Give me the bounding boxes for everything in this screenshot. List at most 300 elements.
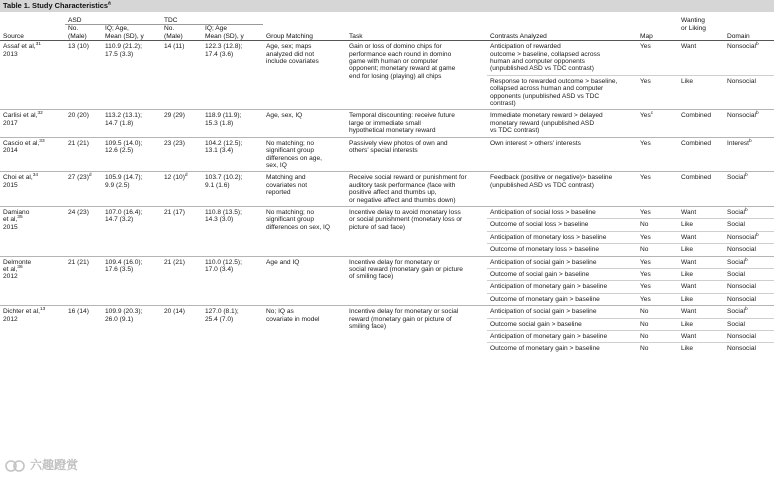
source-cell (0, 137, 65, 172)
source-text: Carlisi et al, (3, 112, 38, 120)
contrast-cell-line: Anticipation of social gain > baseline (490, 258, 597, 266)
map-cell (637, 331, 678, 343)
map-cell-text: No (640, 246, 649, 254)
source-text: et al, (3, 216, 18, 224)
group-matching-cell-line: reported (266, 189, 291, 197)
wanting-liking-cell-text: Like (681, 221, 694, 229)
reference-mark: 33 (39, 138, 45, 144)
asd-n-cell (65, 256, 102, 306)
asd-n-cell (65, 41, 102, 110)
wanting-liking-cell (678, 331, 724, 343)
contrast-cell-line: outcome > baseline, collapsed across (490, 50, 601, 58)
source-text: 2012 (3, 315, 18, 323)
domain-cell (724, 231, 774, 243)
asd-iq-age-cell-line: 14.7 (1.8) (105, 119, 134, 127)
domain-cell-text: Nonsocial (727, 345, 756, 353)
domain-cell-text: Social (727, 320, 745, 328)
task-cell (346, 137, 487, 172)
map-cell (637, 318, 678, 330)
wanting-liking-cell (678, 343, 724, 355)
contrast-cell-line: human and computer opponents (490, 58, 585, 66)
source-line (3, 266, 62, 273)
contrast-cell (487, 75, 637, 110)
source-cell (0, 256, 65, 306)
contrast-cell-line: Feedback (positive or negative)> baseline (490, 174, 613, 182)
wanting-liking-cell (678, 137, 724, 172)
domain-cell-text: Nonsocial (727, 246, 756, 254)
group-matching-cell (263, 110, 346, 137)
tdc-iq-age-cell-line: 127.0 (8.1); (205, 308, 239, 316)
group-matching-header: Group Matching (263, 33, 346, 41)
tdc-n-cell (161, 110, 202, 137)
source-cell (0, 110, 65, 137)
group-matching-cell-line: sex, IQ (266, 161, 287, 169)
task-cell (346, 206, 487, 256)
source-line (3, 51, 62, 58)
footnote-mark: b (755, 232, 759, 238)
source-line (3, 182, 62, 189)
source-text: 2015 (3, 223, 18, 231)
asd-iq-age-cell-line: 14.7 (3.2) (105, 216, 134, 224)
task-cell-line: Passively view photos of own and (349, 139, 448, 147)
map-cell-text: Yes (640, 43, 651, 51)
map-cell-text: Yes (640, 112, 651, 120)
asd-n-cell-text: 20 (20) (68, 112, 89, 120)
map-cell (637, 219, 678, 231)
domain-cell (724, 268, 774, 280)
contrast-cell-line: Response to rewarded outcome > baseline, (490, 77, 618, 85)
wanting-liking-cell (678, 75, 724, 110)
map-cell (637, 244, 678, 256)
map-cell-text: No (640, 345, 649, 353)
tdc-iq-age-cell (202, 41, 263, 110)
map-cell-text: No (640, 333, 649, 340)
domain-cell-text: Nonsocial (727, 77, 756, 85)
wanting-header-line1: Wanting (681, 17, 705, 24)
domain-cell-text: Social (727, 174, 745, 182)
source-text: 2017 (3, 119, 18, 127)
wanting-liking-cell-text: Want (681, 283, 697, 291)
contrast-cell-line: Outcome social gain > baseline (490, 320, 582, 328)
wanting-liking-cell-text: Like (681, 345, 694, 353)
reference-mark: 31 (35, 42, 41, 48)
tdc-iq-age-cell-line: 17.4 (3.6) (205, 50, 234, 58)
tdc-n-cell (161, 172, 202, 207)
footnote-mark: b (744, 257, 748, 263)
contrast-cell (487, 318, 637, 330)
contrast-cell (487, 219, 637, 231)
wanting-liking-cell-text: Want (681, 308, 697, 316)
asd-n-cell-text: 21 (21) (68, 139, 89, 147)
map-cell-text: Yes (640, 295, 651, 303)
map-cell (637, 110, 678, 137)
tdc-iq-age-cell-line: 122.3 (12.8); (205, 43, 243, 51)
wanting-liking-cell (678, 110, 724, 137)
group-matching-cell-line: No matching; no (266, 208, 315, 216)
task-cell-line: smiling face) (349, 323, 387, 330)
asd-iq-age-cell-line: 113.2 (13.1); (105, 112, 142, 120)
task-cell-line: auditory task performance (face with (349, 181, 456, 189)
source-text: Choi et al, (3, 174, 33, 182)
tdc-header: TDC (161, 17, 263, 25)
tdc-n-cell-text: 14 (11) (164, 43, 185, 51)
contrast-cell (487, 281, 637, 293)
tdc-iq-age-cell-line: 15.3 (1.8) (205, 119, 234, 127)
tdc-iq-age-cell (202, 172, 263, 207)
asd-iq-age-cell-line: 105.9 (14.7); (105, 174, 143, 182)
map-cell (637, 137, 678, 172)
tdc-n-cell-text: 12 (10) (164, 174, 185, 182)
asd-iq-age-cell (102, 137, 161, 172)
contrast-cell-line: Outcome of social gain > baseline (490, 270, 590, 278)
domain-cell-text: Nonsocial (727, 283, 756, 291)
asd-iq-age-cell-line: 9.9 (2.5) (105, 181, 130, 189)
source-text: 2012 (3, 273, 18, 281)
task-cell (346, 110, 487, 137)
reference-mark: 13 (40, 307, 46, 312)
contrast-cell (487, 268, 637, 280)
contrast-cell-line: Anticipation of social gain > baseline (490, 308, 597, 316)
asd-iq-age-cell (102, 110, 161, 137)
asd-iq-age-cell-line: 26.0 (9.1) (105, 315, 134, 323)
contrast-cell (487, 110, 637, 137)
group-matching-cell-line: No matching; no (266, 139, 315, 147)
task-cell-line: or negative affect and thumbs down) (349, 196, 456, 204)
wanting-liking-cell-text: Like (681, 77, 694, 85)
contrast-cell-line: Immediate monetary reward > delayed (490, 112, 603, 120)
map-cell (637, 268, 678, 280)
task-cell-line: Incentive delay to avoid monetary loss (349, 208, 461, 216)
domain-cell (724, 343, 774, 355)
domain-cell-text: Social (727, 270, 745, 278)
domain-cell-text: Social (727, 221, 745, 229)
task-cell-line: game with human or computer (349, 58, 439, 66)
task-cell-line: social reward (monetary gain or picture (349, 265, 463, 273)
asd-iq-age-cell-line: 109.4 (16.0); (105, 258, 143, 266)
domain-cell (724, 137, 774, 172)
map-cell-text: Yes (640, 233, 651, 241)
header-row-2: Source (Male) Mean (SD), y (Male) Mean (SD), y Group Matching Task Contrasts Analyzed Map Domain (0, 33, 774, 41)
footnote-mark: b (749, 138, 752, 144)
task-cell-line: positive affect and thumbs up, (349, 189, 437, 197)
tdc-n-cell-text: 21 (17) (164, 208, 185, 216)
source-line (3, 174, 62, 181)
group-matching-cell-line: Age and IQ (266, 258, 300, 266)
contrast-cell-line: Anticipation of monetary gain > baseline (490, 283, 608, 291)
contrast-cell-line: Outcome of monetary gain > baseline (490, 295, 600, 303)
table-title: Table 1. Study Characteristics$^a$ (0, 0, 774, 12)
task-cell-line: picture of sad face) (349, 223, 406, 231)
task-cell-line: reward (monetary gain or picture of (349, 315, 452, 323)
source-line (3, 216, 62, 223)
task-cell (346, 256, 487, 306)
source-text: 2015 (3, 181, 18, 189)
source-text: Cascio et al, (3, 139, 40, 147)
task-cell-line: Receive social reward or punishment for (349, 174, 467, 182)
group-matching-cell (263, 256, 346, 306)
tdc-n-cell-text: 23 (23) (164, 139, 185, 147)
wanting-liking-cell (678, 256, 724, 268)
source-line (3, 316, 62, 323)
wanting-liking-cell (678, 219, 724, 231)
table-body (0, 41, 774, 355)
task-cell-line: others' special interests (349, 147, 418, 155)
footnote-mark: b (755, 111, 759, 117)
map-cell (637, 206, 678, 218)
source-text: Dichter et al, (3, 308, 41, 316)
contrast-cell (487, 306, 637, 318)
group-matching-cell-line: analyzed did not (266, 50, 315, 58)
group-matching-cell-line: Matching and (266, 174, 306, 182)
table-row (0, 256, 774, 268)
contrast-cell-line: Outcome of monetary loss > baseline (490, 246, 600, 254)
domain-cell (724, 281, 774, 293)
tdc-iq-age-cell-line: 103.7 (10.2); (205, 174, 243, 182)
tdc-iq-age-cell (202, 256, 263, 306)
asd-header: ASD (65, 17, 161, 25)
domain-cell (724, 75, 774, 110)
task-cell-line: opponent; monetary reward at game (349, 65, 456, 73)
domain-cell (724, 219, 774, 231)
task-header: Task (346, 33, 487, 41)
tdc-iq-age-cell-line: 110.0 (12.5); (205, 258, 242, 266)
contrast-cell-line: (unpublished ASD vs TDC contrast) (490, 65, 594, 73)
contrasts-header: Contrasts Analyzed (487, 33, 637, 41)
reference-mark: 34 (32, 173, 39, 179)
domain-cell (724, 172, 774, 207)
contrast-cell (487, 343, 637, 355)
task-cell-line: of smiling face) (349, 273, 394, 281)
tdc-iq-age-cell-line: 9.1 (1.6) (205, 181, 230, 189)
contrast-cell (487, 231, 637, 243)
wanting-liking-cell (678, 306, 724, 318)
source-header: Source (0, 33, 65, 41)
tdc-iq-age-cell-line: 17.0 (3.4) (205, 265, 234, 273)
contrast-cell-line: Outcome of social loss > baseline (490, 221, 589, 229)
tdc-iq-age-cell-line: 104.2 (12.5); (205, 139, 243, 147)
asd-n-cell (65, 306, 102, 355)
contrast-cell-line: contrast) (490, 100, 516, 108)
wanting-liking-cell-text: Want (681, 333, 697, 340)
tdc-n-cell-text: 20 (14) (164, 308, 185, 316)
asd-iq-age-cell-line: 109.9 (20.3); (105, 308, 143, 316)
watermark (4, 455, 124, 475)
group-matching-cell-line: covariate in model (266, 315, 320, 323)
domain-cell (724, 41, 774, 76)
map-header: Map (637, 33, 678, 41)
map-cell (637, 172, 678, 207)
source-text: 2014 (3, 147, 18, 155)
domain-cell (724, 293, 774, 305)
contrast-cell (487, 137, 637, 172)
group-matching-cell-line: include covariates (266, 58, 319, 66)
domain-cell (724, 110, 774, 137)
domain-cell-text: Social (727, 208, 745, 216)
task-cell-line: or social punishment (monetary loss or (349, 216, 463, 224)
table-row (0, 172, 774, 207)
map-cell-text: Yes (640, 208, 651, 216)
asd-iq-age-cell-line: 110.9 (21.2); (105, 43, 142, 51)
task-cell (346, 306, 487, 355)
contrast-cell (487, 293, 637, 305)
wanting-liking-cell-text: Want (681, 43, 697, 51)
wanting-liking-cell (678, 244, 724, 256)
domain-cell-text: Nonsocial (727, 112, 756, 120)
tdc-n-cell (161, 306, 202, 355)
source-text: 2013 (3, 50, 18, 58)
footnote-mark: b (744, 173, 748, 179)
wanting-liking-cell-text: Want (681, 258, 697, 266)
map-cell (637, 75, 678, 110)
tdc-iq-age-cell-line: 14.3 (3.0) (205, 216, 234, 224)
source-line (3, 43, 62, 50)
source-cell (0, 206, 65, 256)
source-text: et al, (3, 265, 18, 273)
footnote-mark: d (88, 173, 92, 179)
map-cell-text: Yes (640, 174, 651, 182)
contrast-cell-line: monetary reward (unpublished ASD (490, 119, 595, 127)
tdc-iq-age-cell-line: 110.8 (13.5); (205, 208, 242, 216)
study-characteristics-table (0, 17, 774, 355)
wanting-liking-cell-text: Like (681, 295, 694, 303)
wanting-liking-cell (678, 41, 724, 76)
contrast-cell (487, 206, 637, 218)
map-cell (637, 256, 678, 268)
reference-mark: 32 (37, 111, 43, 117)
task-cell-line: large or immediate small (349, 119, 421, 127)
tdc-n-cell (161, 256, 202, 306)
source-line (3, 147, 62, 154)
source-cell (0, 306, 65, 355)
asd-n-cell (65, 110, 102, 137)
asd-n-cell (65, 206, 102, 256)
wanting-liking-cell (678, 172, 724, 207)
contrast-cell-line: collapsed across human and computer (490, 85, 604, 93)
domain-cell-text: Nonsocial (727, 333, 756, 340)
group-matching-cell-line: Age, sex, IQ (266, 112, 303, 120)
map-cell (637, 41, 678, 76)
table-row (0, 306, 774, 318)
watermark-logo-icon (4, 458, 26, 473)
asd-iq-age-cell (102, 206, 161, 256)
map-cell-text: Yes (640, 77, 651, 85)
contrast-cell-line: Own interest > others' interests (490, 139, 581, 147)
group-matching-cell-line: differences on sex, IQ (266, 223, 331, 231)
header-row-1: No. IQ; Age, No. IQ; Age or Liking (68, 24, 706, 33)
contrast-cell (487, 331, 637, 343)
footnote-mark: d (184, 173, 188, 179)
asd-n-cell-text: 24 (23) (68, 208, 89, 216)
domain-cell (724, 244, 774, 256)
group-matching-cell-line: No; IQ as (266, 308, 294, 316)
domain-cell-text: Interest (727, 139, 749, 147)
asd-iq-age-cell-line: 12.6 (2.5) (105, 147, 134, 155)
contrast-cell-line: Anticipation of social loss > baseline (490, 208, 596, 216)
source-line (3, 259, 62, 266)
task-cell-line: hypothetical monetary reward (349, 127, 436, 135)
header-group-row (0, 17, 774, 25)
source-line (3, 224, 62, 231)
asd-iq-age-cell-line: 17.6 (3.5) (105, 265, 134, 273)
asd-iq-age-cell (102, 256, 161, 306)
task-cell-line: end for losing (playing) all chips (349, 72, 442, 80)
wanting-liking-cell (678, 281, 724, 293)
source-text: Delmonte (3, 258, 32, 266)
group-matching-cell-line: significant group (266, 147, 315, 155)
asd-iq-age-cell-line: 109.5 (14.0); (105, 139, 143, 147)
asd-n-cell-text: 13 (10) (68, 43, 89, 51)
map-cell (637, 343, 678, 355)
footnote-mark: c (650, 111, 654, 117)
source-text: Assaf et al, (3, 43, 36, 51)
map-cell-text: Yes (640, 270, 651, 278)
domain-header: Domain (724, 33, 774, 41)
tdc-n-cell (161, 206, 202, 256)
map-cell-text: No (640, 221, 649, 229)
contrast-cell-line: Anticipation of monetary loss > baseline (490, 233, 607, 241)
domain-cell-text: Nonsocial (727, 295, 756, 303)
contrast-cell (487, 244, 637, 256)
reference-mark: 36 (17, 264, 23, 270)
task-cell-line: Temporal discounting: receive future (349, 112, 455, 120)
group-matching-cell-line: significant group (266, 216, 315, 224)
domain-cell-text: Nonsocial (727, 233, 756, 241)
task-cell-line: performance each round in domino (349, 50, 452, 58)
wanting-liking-cell (678, 293, 724, 305)
wanting-liking-cell (678, 268, 724, 280)
asd-n-cell-text: 21 (21) (68, 258, 89, 266)
wanting-liking-cell-text: Combined (681, 174, 712, 182)
contrast-cell-line: vs TDC contrast) (490, 127, 540, 135)
wanting-liking-cell-text: Combined (681, 112, 712, 120)
map-cell-text: No (640, 320, 649, 328)
map-cell (637, 293, 678, 305)
wanting-liking-cell-text: Like (681, 246, 694, 254)
contrast-cell-line: Anticipation of rewarded (490, 43, 561, 51)
group-matching-cell (263, 206, 346, 256)
task-cell-line: Incentive delay for monetary or (349, 258, 440, 266)
asd-iq-age-cell-line: 17.5 (3.3) (105, 50, 134, 58)
tdc-iq-age-cell (202, 306, 263, 355)
domain-cell (724, 256, 774, 268)
map-cell (637, 281, 678, 293)
contrast-cell-line: opponents (unpublished ASD vs TDC (490, 92, 600, 100)
source-line (3, 112, 62, 119)
contrast-cell-line: Outcome of monetary gain > baseline (490, 345, 600, 353)
source-line (3, 308, 62, 315)
wanting-liking-cell (678, 206, 724, 218)
tdc-n-cell (161, 137, 202, 172)
tdc-iq-age-cell (202, 110, 263, 137)
tdc-n-cell-text: 21 (21) (164, 258, 185, 266)
map-cell (637, 231, 678, 243)
wanting-liking-cell-text: Want (681, 233, 697, 241)
wanting-liking-cell (678, 231, 724, 243)
footnote-mark: b (744, 207, 748, 213)
source-cell (0, 41, 65, 110)
group-matching-cell (263, 172, 346, 207)
asd-n-cell-text: 27 (23) (68, 174, 89, 182)
map-cell-text: Yes (640, 139, 651, 147)
domain-cell (724, 318, 774, 330)
task-cell (346, 172, 487, 207)
asd-n-cell-text: 16 (14) (68, 308, 89, 316)
domain-cell (724, 306, 774, 318)
contrast-cell-line: (unpublished ASD vs TDC contrast) (490, 181, 594, 189)
reference-mark: 35 (17, 215, 23, 221)
tdc-iq-age-cell-line: 118.9 (11.9); (205, 112, 242, 120)
domain-cell-text: Social (727, 308, 745, 316)
